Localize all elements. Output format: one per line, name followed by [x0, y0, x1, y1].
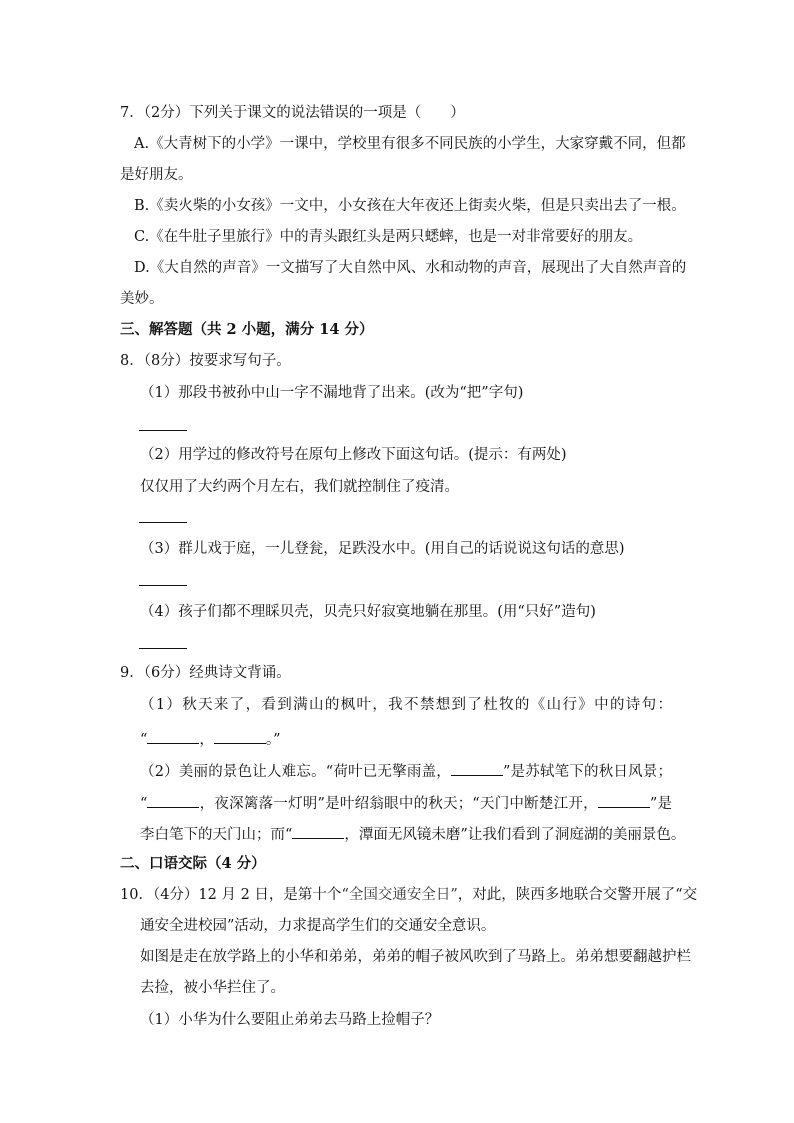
- q8-part3: （3）群儿戏于庭，一儿登瓮，足跌没水中。(用自己的话说说这句话的意思): [140, 541, 625, 557]
- q8-part4: （4）孩子们都不理睬贝壳，贝壳只好寂寞地躺在那里。(用“只好”造句): [140, 604, 596, 620]
- q9-part2-text-b: ”是苏轼笔下的秋日风景；: [502, 764, 672, 780]
- q9-part1-fill: [140, 730, 672, 748]
- q10-line3: 如图是走在放学路上的小华和弟弟，弟弟的帽子被风吹到了马路上。弟弟想要翻越护栏: [140, 949, 691, 965]
- q9-blank-6[interactable]: [292, 825, 344, 839]
- q7-option-a-line1: A.《大青树下的小学》一课中，学校里有很多不同民族的小学生，大家穿戴不同，但都: [134, 136, 686, 152]
- q8-part1-answer-line[interactable]: [139, 430, 187, 431]
- q8-part2: （2）用学过的修改符号在原句上修改下面这句话。(提示：有两处): [140, 447, 567, 463]
- q8-part1: （1）那段书被孙中山一字不漏地背了出来。(改为“把”字句): [140, 385, 524, 401]
- q9-part2-text-a: （2）美丽的景色让人难忘。“荷叶已无擎雨盖，: [140, 764, 451, 780]
- q7-stem: 7．（2分）下列关于课文的说法错误的一项是（ ）: [120, 105, 465, 121]
- q9-stem: 9．（6分）经典诗文背诵。: [120, 665, 291, 681]
- q7-option-a-line2: 是好朋友。: [120, 167, 193, 183]
- close-quote: 。”: [265, 732, 281, 748]
- section-2-heading: 二、口语交际（4 分）: [120, 855, 266, 872]
- q8-part2-sentence: 仅仅用了大约两个月左右，我们就控制住了疫清。: [140, 479, 459, 495]
- q9-part2-line2: [140, 794, 672, 812]
- q9-blank-2[interactable]: [214, 730, 266, 744]
- q9-blank-1[interactable]: [147, 730, 199, 744]
- q9-blank-5[interactable]: [598, 794, 650, 808]
- q9-part1: （1）秋天来了，看到满山的枫叶，我不禁想到了杜牧的《山行》中的诗句：: [140, 697, 672, 713]
- q7-option-d-line1: D.《大自然的声音》一文描写了大自然中风、水和动物的声音，展现出了大自然声音的: [134, 260, 687, 276]
- q9-part2-text-g: ，潭面无风镜未磨”让我们看到了洞庭湖的美丽景色。: [344, 827, 686, 843]
- q10-line2: 通安全进校园”活动，力求提高学生们的交通安全意识。: [140, 918, 496, 934]
- q9-part2-text-e: ”是: [649, 796, 672, 812]
- section-3-heading: 三、解答题（共 2 小题，满分 14 分）: [120, 321, 374, 338]
- q8-part4-answer-line[interactable]: [139, 648, 187, 649]
- q9-part2-text-f: 李白笔下的天门山；而“: [140, 827, 293, 843]
- q10-line1: [120, 887, 698, 903]
- q10-part1: （1）小华为什么要阻止弟弟去马路上捡帽子？: [140, 1012, 440, 1028]
- q9-part2-text-c: “: [140, 796, 148, 812]
- q8-stem: 8．（8分）按要求写句子。: [120, 353, 291, 369]
- q8-part3-answer-line[interactable]: [139, 585, 187, 586]
- q9-blank-3[interactable]: [451, 762, 503, 776]
- q7-option-c: C.《在牛肚子里旅行》中的青头跟红头是两只蟋蟀，也是一对非常要好的朋友。: [134, 229, 643, 245]
- open-quote: “: [140, 732, 148, 748]
- q9-part2-line1: [140, 762, 672, 780]
- q7-option-b: B.《卖火柴的小女孩》一文中，小女孩在大年夜还上街卖火柴，但是只卖出去了一根。: [134, 198, 686, 214]
- q10-line4: 去捡，被小华拦住了。: [140, 980, 285, 996]
- q8-part2-answer-line[interactable]: [139, 522, 187, 523]
- q9-blank-4[interactable]: [147, 794, 199, 808]
- q9-part2-line3: [140, 825, 686, 843]
- comma: ，: [199, 732, 214, 748]
- q7-option-d-line2: 美妙。: [120, 291, 164, 307]
- q9-part2-text-d: ，夜深篱落一灯明”是叶绍翁眼中的秋天；“天门中断楚江开，: [199, 796, 598, 812]
- q10-highlight-safety-day: “全国交通安全日”: [341, 887, 458, 903]
- q10-text-a: 10．（4分）12 月 2 日，是第十个: [120, 887, 342, 903]
- q10-text-b: ，对此，陕西多地联合交警开展了“交: [457, 887, 698, 903]
